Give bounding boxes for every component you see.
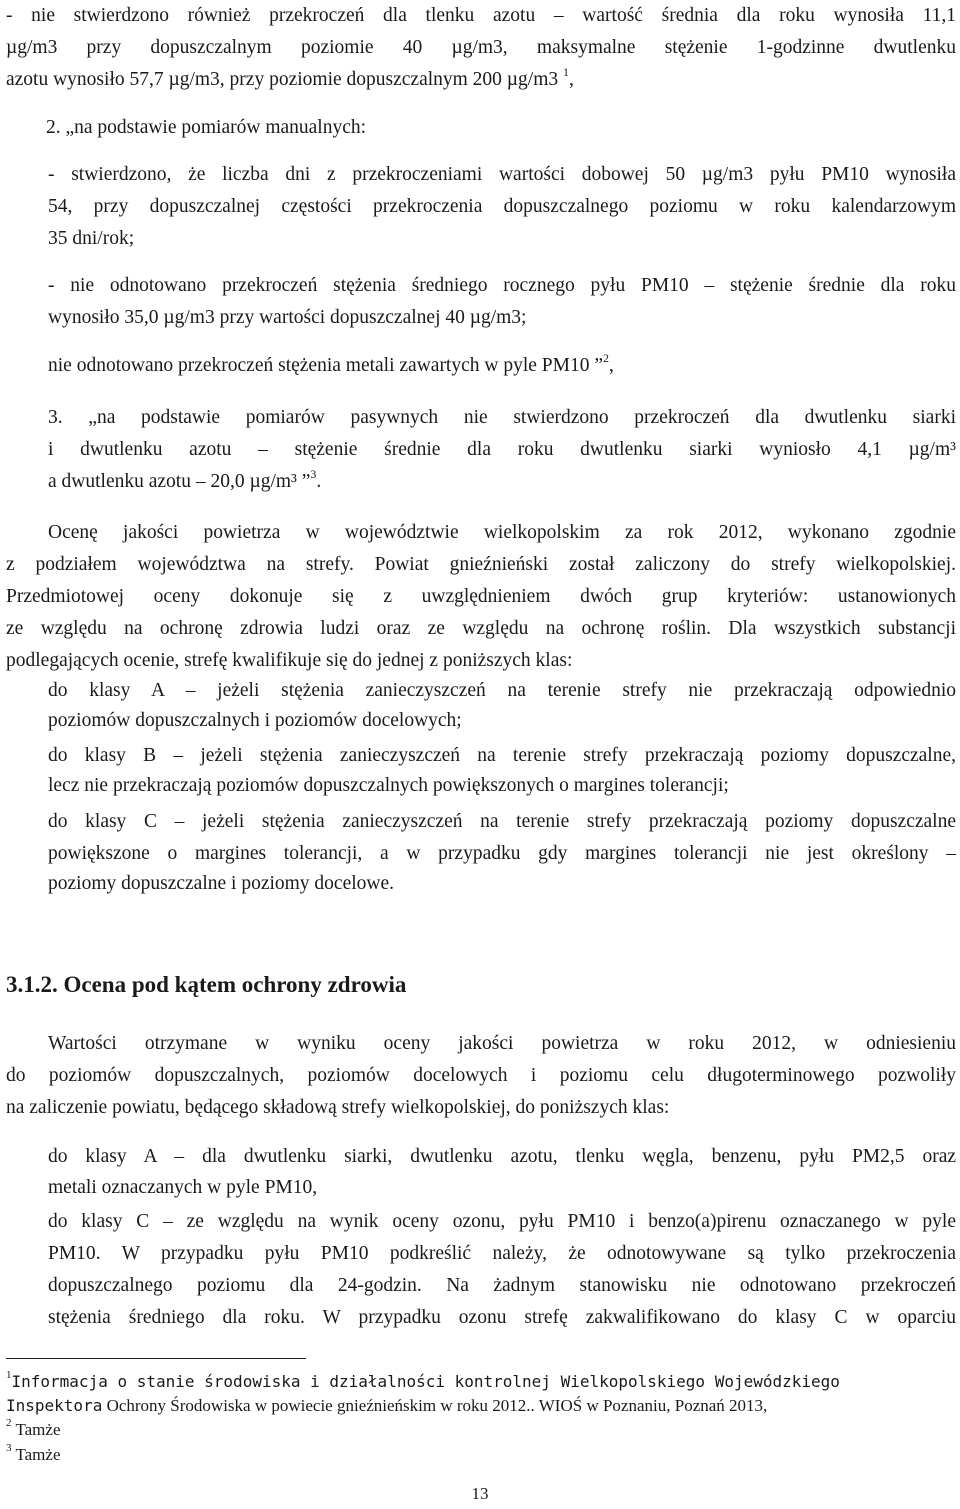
text-line: do klasy C – ze względu na wynik oceny ozonu, pyłu PM10 i benzo(a)pirenu oznaczanego w pyle: [48, 1211, 956, 1232]
paragraph-wartosci-end: [6, 1092, 669, 1124]
text-line: nie odnotowano przekroczeń stężenia metali zawartych w pyle PM10 ”: [48, 355, 603, 376]
footnote-number: 2: [6, 1417, 12, 1430]
class-c-definition-end: [48, 868, 394, 900]
text-line: PM10. W przypadku pyłu PM10 podkreślić należy, że odnotowywane są tylko przekroczenia: [48, 1243, 956, 1264]
paragraph-ocena-jakosci: [6, 517, 956, 645]
text-line: 2. „na podstawie pomiarów manualnych:: [46, 117, 367, 138]
class-b-definition-end: [48, 770, 729, 802]
page-number: 13: [471, 1484, 489, 1503]
text-line: do klasy B – jeżeli stężenia zanieczyszczeń na terenie strefy przekraczają poziomy dopuszczalne,: [48, 745, 956, 766]
text-line: lecz nie przekraczają poziomów dopuszczalnych powiększonych o margines tolerancji;: [48, 775, 729, 796]
text-line: i dwutlenku azotu – stężenie średnie dla roku dwutlenku siarki wyniosło 4,1 µg/m³: [48, 439, 956, 460]
footnote-ref: 1: [563, 64, 570, 79]
text-line-indented: Wartości otrzymane w wyniku oceny jakości powietrza w roku 2012, w odniesieniu: [48, 1033, 956, 1054]
paragraph-metale: [48, 350, 614, 382]
text-line: wynosiło 35,0 µg/m3 przy wartości dopuszczalnej 40 µg/m3;: [48, 307, 527, 328]
footnote-ref: 2: [603, 350, 609, 365]
text-line: stężenia średniego dla roku. W przypadku ozonu strefę zakwalifikowano do klasy C w oparciu: [48, 1307, 956, 1328]
list-item-2-heading: [46, 112, 366, 144]
text-line-end: ,: [609, 355, 614, 376]
footnote-ref: 3: [310, 466, 317, 481]
text-line: podlegających ocenie, strefę kwalifikuje się do jednej z poniższych klas:: [6, 650, 573, 671]
text-line: metali oznaczanych w pyle PM10,: [48, 1177, 318, 1198]
text-line: do klasy A – jeżeli stężenia zanieczyszczeń na terenie strefy nie przekraczają odpowiednio: [48, 680, 956, 701]
section-heading: 3.1.2. Ocena pod kątem ochrony zdrowia: [6, 972, 407, 997]
text-line: do klasy A – dla dwutlenku siarki, dwutlenku azotu, tlenku węgla, benzenu, pyłu PM2,5 oraz: [48, 1146, 956, 1167]
text-line: 35 dni/rok;: [48, 228, 135, 249]
text-line: poziomy dopuszczalne i poziomy docelowe.: [48, 873, 395, 894]
footnote-text: Tamże: [11, 1445, 61, 1464]
paragraph-tlenek-azotu: [6, 0, 956, 64]
paragraph-pm10-annual-end: [48, 302, 526, 334]
text-line: na zaliczenie powiatu, będącego składową strefy wielkopolskiej, do poniższych klas:: [6, 1097, 670, 1118]
paragraph-pm10-daily-end: [48, 223, 134, 255]
class-b-definition: [48, 740, 956, 772]
footnote-text: Ochrony Środowiska w powiecie gnieźnieńskim w roku 2012.. WIOŚ w Poznaniu, Poznań 2013,: [102, 1396, 768, 1415]
footnote-number: 1: [6, 1369, 12, 1382]
footnote-number: 3: [6, 1442, 12, 1455]
text-line: a dwutlenku azotu – 20,0 µg/m³ ”: [48, 471, 311, 492]
list-item-3: [48, 402, 956, 466]
footnote-1-cont: [6, 1394, 767, 1418]
text-line: do klasy C – jeżeli stężenia zanieczyszczeń na terenie strefy przekraczają poziomy dopuszczalne: [48, 811, 956, 832]
paragraph-wartosci: [6, 1028, 956, 1092]
text-line: µg/m3 przy dopuszczalnym poziomie 40 µg/m3, maksymalne stężenie 1-godzinne dwutlenku: [6, 37, 956, 58]
text-line: do poziomów dopuszczalnych, poziomów docelowych i poziomu celu długoterminowego pozwoliły: [6, 1065, 956, 1086]
paragraph-tlenek-azotu-end: [6, 64, 574, 96]
text-line: - stwierdzono, że liczba dni z przekroczeniami wartości dobowej 50 µg/m3 pyłu PM10 wynosiła: [48, 164, 956, 185]
footnote-text: Informacja o stanie środowiska i działalności kontrolnej Wielkopolskiego Wojewódzkiego: [11, 1372, 840, 1391]
text-line: - nie odnotowano przekroczeń stężenia średniego rocznego pyłu PM10 – stężenie średnie dla roku: [48, 275, 956, 296]
footnote-text: Tamże: [11, 1420, 61, 1439]
paragraph-pm10-daily: [48, 159, 956, 223]
text-line-end: .: [316, 471, 322, 492]
result-class-c: [48, 1206, 956, 1334]
footnote-1: [6, 1370, 840, 1394]
text-line: 3. „na podstawie pomiarów pasywnych nie stwierdzono przekroczeń dla dwutlenku siarki: [48, 407, 956, 428]
footnote-3: [6, 1443, 61, 1467]
text-line: Przedmiotowej oceny dokonuje się z uwzględnieniem dwóch grup kryteriów: ustanowionych: [6, 586, 956, 607]
text-line: ze względu na ochronę zdrowia ludzi oraz ze względu na ochronę roślin. Dla wszystkich substancji: [6, 618, 956, 639]
text-line: - nie stwierdzono również przekroczeń dla tlenku azotu – wartość średnia dla roku wynosiła 11,1: [6, 5, 956, 26]
text-line: azotu wynosiło 57,7 µg/m3, przy poziomie dopuszczalnym 200 µg/m3: [6, 69, 564, 90]
class-a-definition: [48, 675, 956, 707]
result-class-a: [48, 1141, 956, 1173]
text-line: z podziałem województwa na strefy. Powiat gnieźnieński został zaliczony do strefy wielkopolskiej.: [6, 554, 956, 575]
footnote-text: Inspektora: [6, 1396, 103, 1415]
paragraph-ocena-jakosci-end: [6, 645, 572, 677]
text-line: 54, przy dopuszczalnej częstości przekroczenia dopuszczalnego poziomu w roku kalendarzowym: [48, 196, 956, 217]
class-c-definition: [48, 806, 956, 870]
list-item-3-end: [48, 466, 321, 498]
result-class-a-end: [48, 1172, 317, 1204]
text-line: poziomów dopuszczalnych i poziomów docelowych;: [48, 710, 462, 731]
footnote-separator: [6, 1358, 306, 1359]
text-line-end: ,: [569, 69, 574, 90]
paragraph-pm10-annual: [48, 270, 956, 302]
text-line: powiększone o margines tolerancji, a w przypadku gdy margines tolerancji nie jest określony –: [48, 843, 956, 864]
footnote-2: [6, 1418, 61, 1442]
text-line-indented: Ocenę jakości powietrza w województwie wielkopolskim za rok 2012, wykonano zgodnie: [48, 522, 956, 543]
class-a-definition-end: [48, 705, 462, 737]
text-line: dopuszczalnego poziomu dla 24-godzin. Na żadnym stanowisku nie odnotowano przekroczeń: [48, 1275, 956, 1296]
